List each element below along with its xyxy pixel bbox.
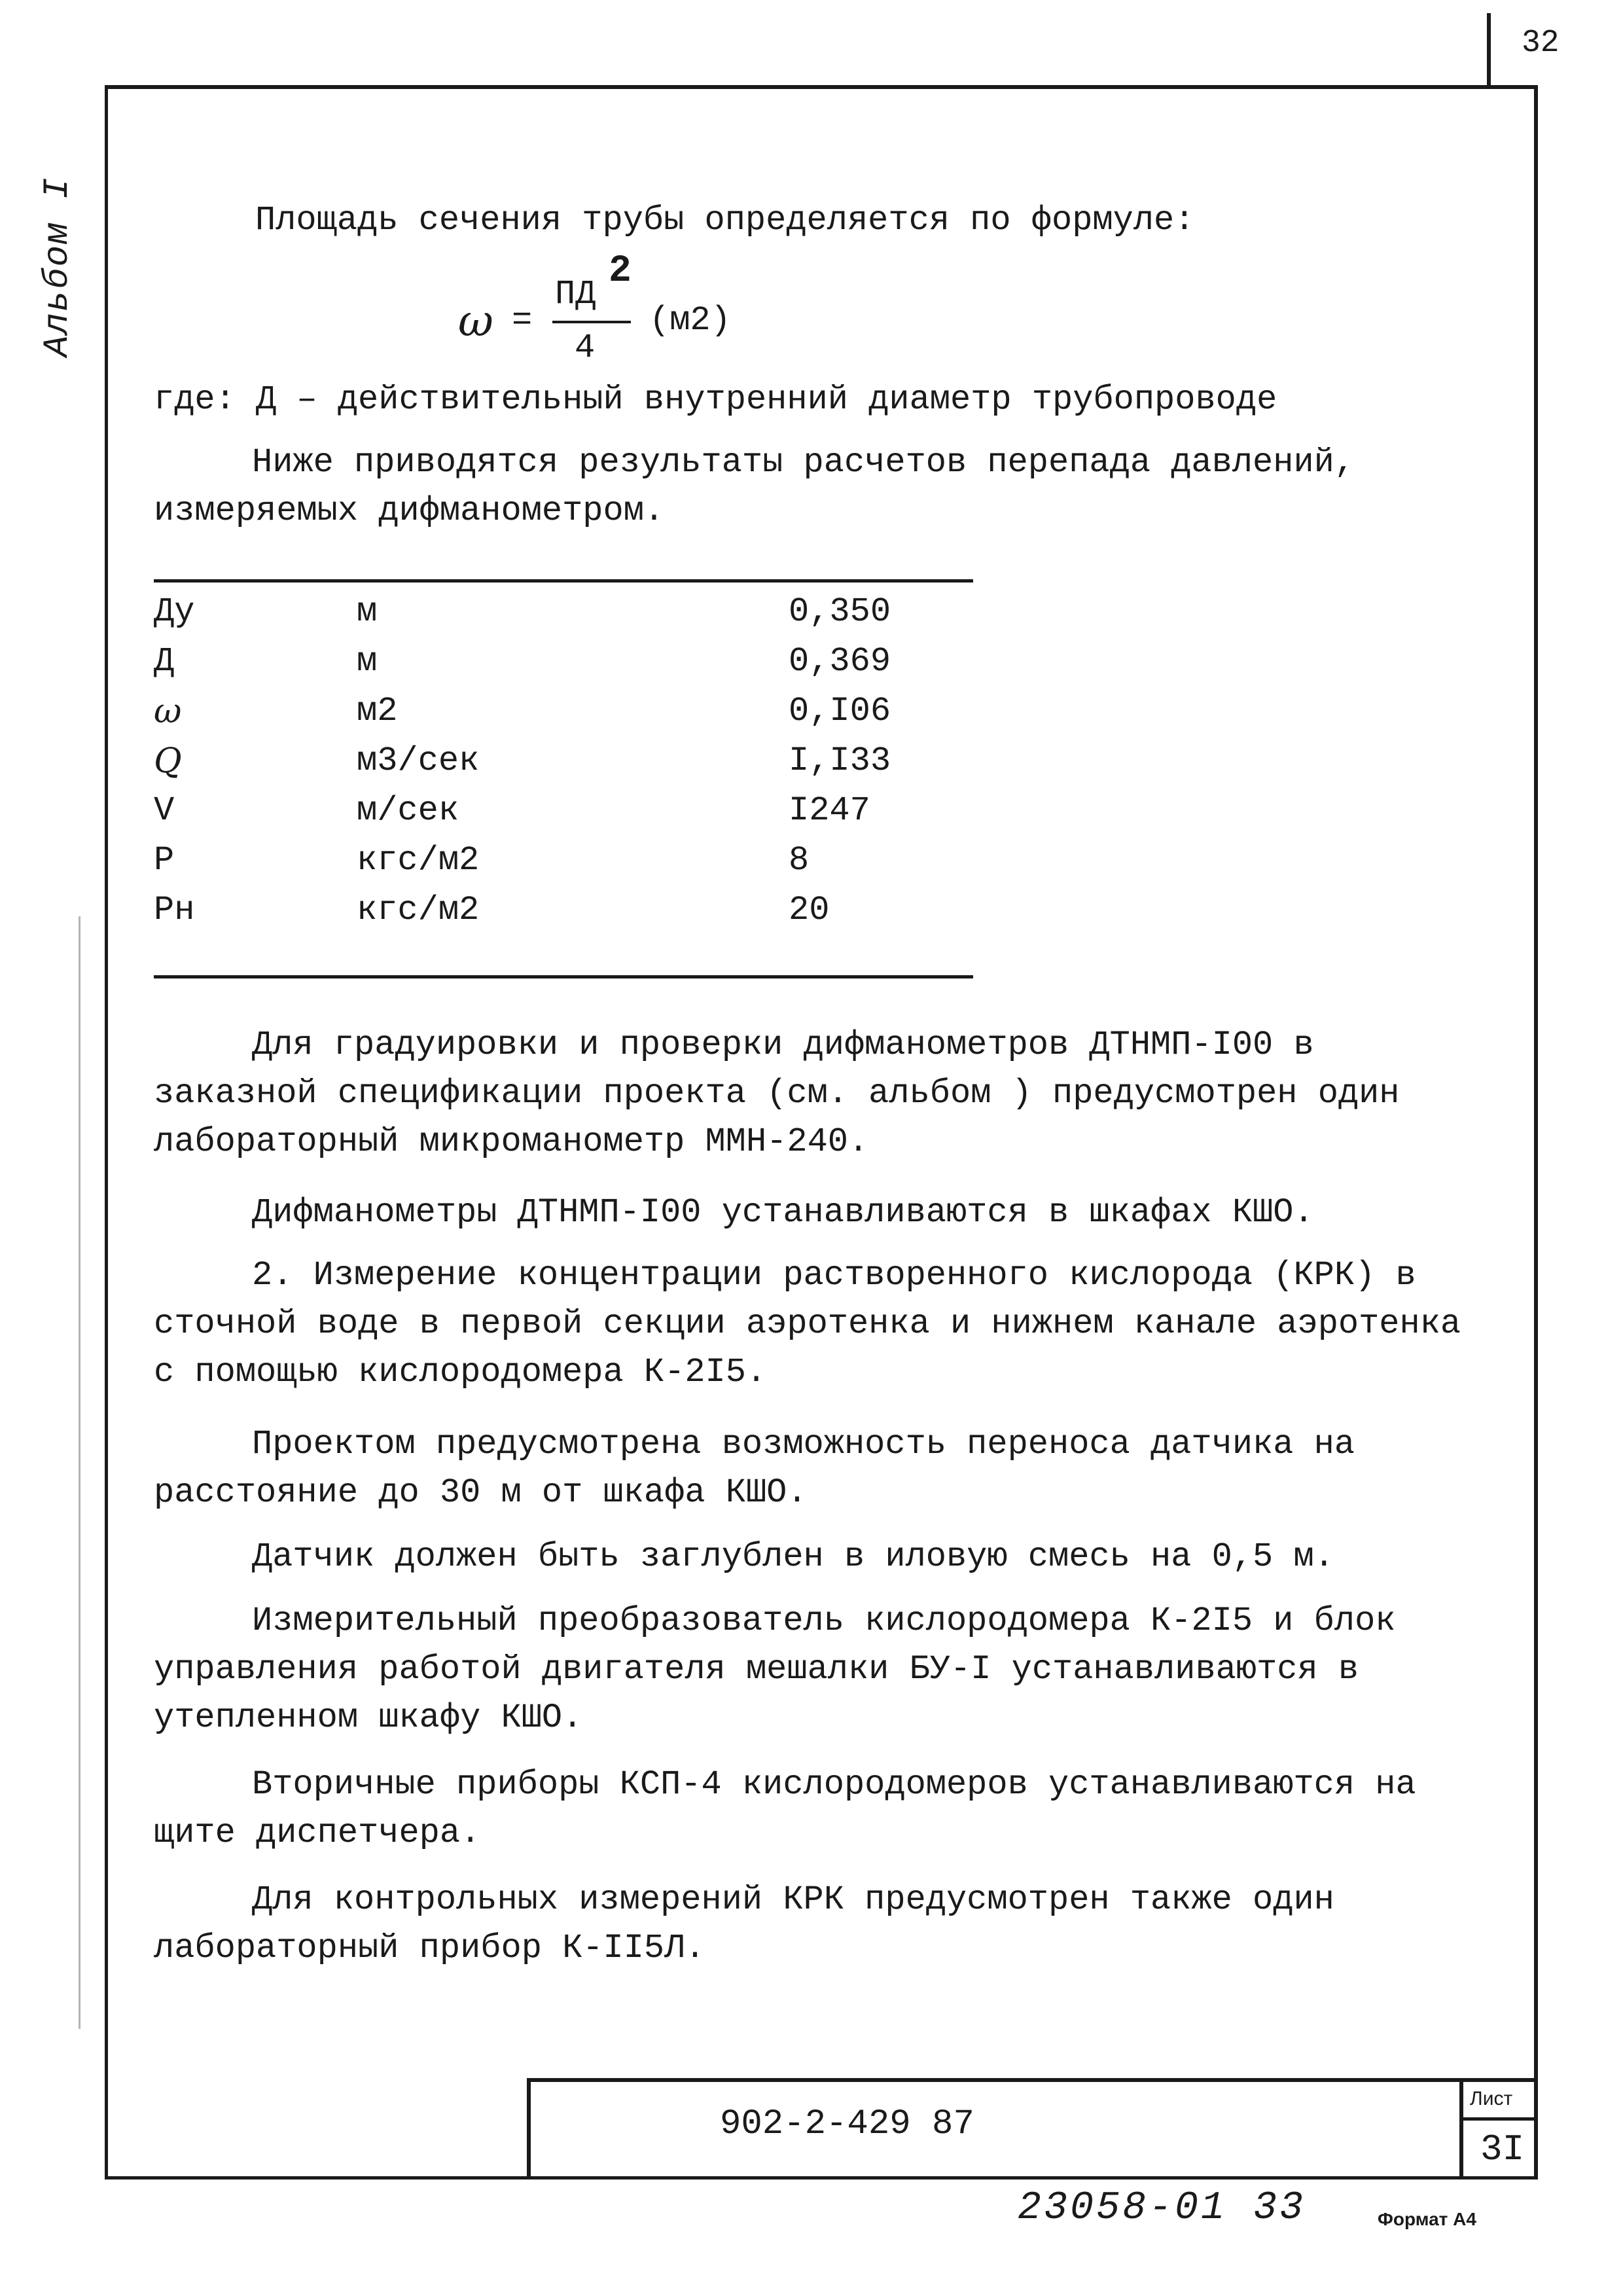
table-cell-unit: м (357, 592, 378, 631)
where-definition: где: Д – действительный внутренний диаметр трубопроводе (154, 380, 1277, 419)
album-label: Альбом I (38, 176, 78, 357)
paragraph-sensor-distance: Проектом предусмотрена возможность переноса датчика на расстояние до 30 м от шкафа КШО. (154, 1425, 1355, 1512)
table-cell-symbol: Д (154, 642, 175, 681)
table-row (154, 886, 972, 935)
paragraph-calibration: Для градуировки и проверки дифманометров ДТНМП-I00 в заказной спецификации проекта (см. альбом ) предусмотрен один лабораторный микроманометр ММН-240. (154, 1026, 1400, 1161)
table-cell-unit: м3/сек (357, 742, 480, 780)
inventory-number: 23058-01 33 (1018, 2186, 1306, 2231)
table-row (154, 637, 972, 686)
paper-format: Формат А4 (1378, 2209, 1476, 2229)
table-cell-value: 0,350 (789, 592, 891, 631)
stamp-left-line (527, 2078, 531, 2179)
paragraph-installation: Дифманометры ДТНМП-I00 устанавливаются в шкафах КШО. (252, 1193, 1314, 1232)
paragraph-control-measurements: Для контрольных измерений КРК предусмотрен также один лабораторный прибор К-II5Л. (154, 1880, 1334, 1967)
formula-denominator: 4 (575, 329, 596, 367)
table-cell-value: I,I33 (789, 742, 891, 780)
table-cell-symbol: Q (154, 742, 182, 781)
table-row (154, 737, 972, 785)
table-cell-symbol: Рн (154, 891, 195, 929)
table-bottom-rule (154, 975, 973, 978)
table-cell-value: I247 (789, 791, 870, 830)
stamp-sheet-divider (1459, 2078, 1463, 2179)
table-cell-unit: м (357, 642, 378, 681)
table-cell-value: 0,369 (789, 642, 891, 681)
formula-equals: = (512, 301, 533, 340)
table-cell-unit: кгс/м2 (357, 841, 480, 880)
stamp-top-line (527, 2078, 1538, 2082)
scan-edge-shadow (79, 916, 80, 2029)
table-row (154, 687, 972, 736)
results-intro: Ниже приводятся результаты расчетов перепада давлений, измеряемых дифманометром. (154, 443, 1355, 530)
page-number-divider (1487, 13, 1491, 86)
stamp-sheet-row-divider (1459, 2117, 1538, 2121)
paragraph-secondary-devices: Вторичные приборы КСП-4 кислородомеров устанавливаются на щите диспетчера. (154, 1765, 1416, 1852)
area-formula (458, 249, 851, 380)
formula-unit: (м2) (649, 301, 731, 340)
table-cell-symbol: ω (154, 692, 182, 731)
sheet-number: 3I (1480, 2128, 1525, 2170)
table-cell-value: 8 (789, 841, 810, 880)
table-cell-unit: м/сек (357, 791, 459, 830)
table-cell-symbol: Р (154, 841, 175, 880)
page-number: 32 (1522, 26, 1560, 61)
table-row (154, 787, 972, 835)
paragraph-sensor-depth: Датчик должен быть заглублен в иловую смесь на 0,5 м. (252, 1537, 1334, 1576)
paragraph-converter: Измерительный преобразователь кислородомера К-2I5 и блок управления работой двигателя мешалки БУ-I устанавливаются в утепленном шкафу КШО. (154, 1602, 1396, 1737)
table-cell-value: 0,I06 (789, 692, 891, 730)
table-top-rule (154, 579, 973, 583)
formula-intro: Площадь сечения трубы определяется по формуле: (255, 201, 1195, 240)
table-row (154, 836, 972, 885)
formula-exponent: 2 (609, 250, 632, 293)
sheet-label: Лист (1470, 2088, 1513, 2109)
table-cell-value: 20 (789, 891, 830, 929)
table-cell-unit: м2 (357, 692, 398, 730)
document-code: 902-2-429 87 (720, 2104, 974, 2144)
fraction-bar (552, 321, 631, 323)
paragraph-oxygen-measurement: 2. Измерение концентрации растворенного кислорода (КРК) в сточной воде в первой секции аэротенка и нижнем канале аэротенка с помощью кислородомера К-2I5. (154, 1256, 1461, 1391)
formula-lhs: ω (458, 296, 493, 346)
table-cell-symbol: Ду (154, 592, 195, 631)
table-cell-unit: кгс/м2 (357, 891, 480, 929)
formula-numerator: ПД (555, 275, 596, 314)
table-cell-symbol: V (154, 791, 175, 830)
table-row (154, 588, 972, 636)
